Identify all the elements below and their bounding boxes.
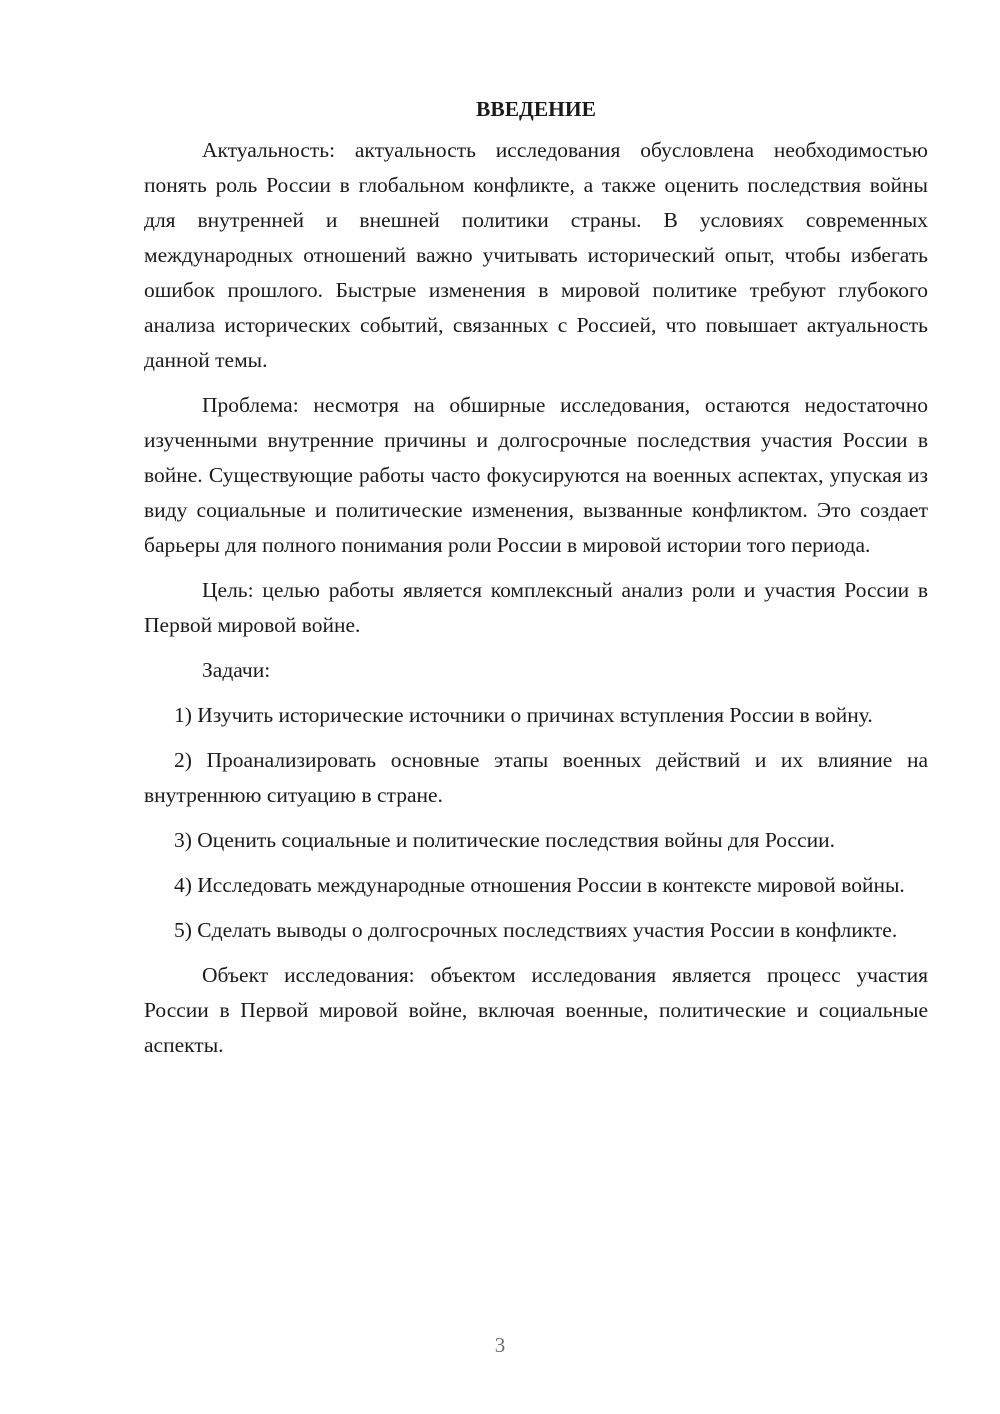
task-item: 1) Изучить исторические источники о причинах вступления России в войну. bbox=[174, 703, 873, 727]
task-item: 4) Исследовать международные отношения России в контексте мировой войны. bbox=[174, 873, 905, 897]
paragraph-goal: Цель: целью работы является комплексный анализ роли и участия России в Первой мировой войне. bbox=[144, 578, 928, 637]
paragraph-relevance: Актуальность: актуальность исследования обусловлена необходимостью понять роль России в глобальном конфликте, а также оценить последствия войны для внутренней и внешней политики страны. В условиях современных международных отношений важно учитывать исторический опыт, чтобы избегать ошибок прошлого. Быстрые изменения в мировой политике требуют глубокого анализа исторических событий, связанных с Россией, что повышает актуальность данной темы. bbox=[144, 138, 928, 372]
paragraph-object: Объект исследования: объектом исследования является процесс участия России в Первой мировой войне, включая военные, политические и социальные аспекты. bbox=[144, 963, 928, 1057]
tasks-heading: Задачи: bbox=[202, 658, 271, 682]
task-item: 5) Сделать выводы о долгосрочных последствиях участия России в конфликте. bbox=[174, 918, 898, 942]
page-number: 3 bbox=[494, 1333, 506, 1357]
task-item: 3) Оценить социальные и политические последствия войны для России. bbox=[174, 828, 835, 852]
page-content bbox=[144, 92, 928, 1073]
paragraph-problem: Проблема: несмотря на обширные исследования, остаются недостаточно изученными внутренние причины и долгосрочные последствия участия России в войне. Существующие работы часто фокусируются на военных аспектах, упуская из виду социальные и политические изменения, вызванные конфликтом. Это создает барьеры для полного понимания роли России в мировой истории того периода. bbox=[144, 393, 928, 557]
section-title: ВВЕДЕНИЕ bbox=[476, 97, 596, 121]
task-item: 2) Проанализировать основные этапы военных действий и их влияние на внутреннюю ситуацию в стране. bbox=[144, 748, 928, 807]
